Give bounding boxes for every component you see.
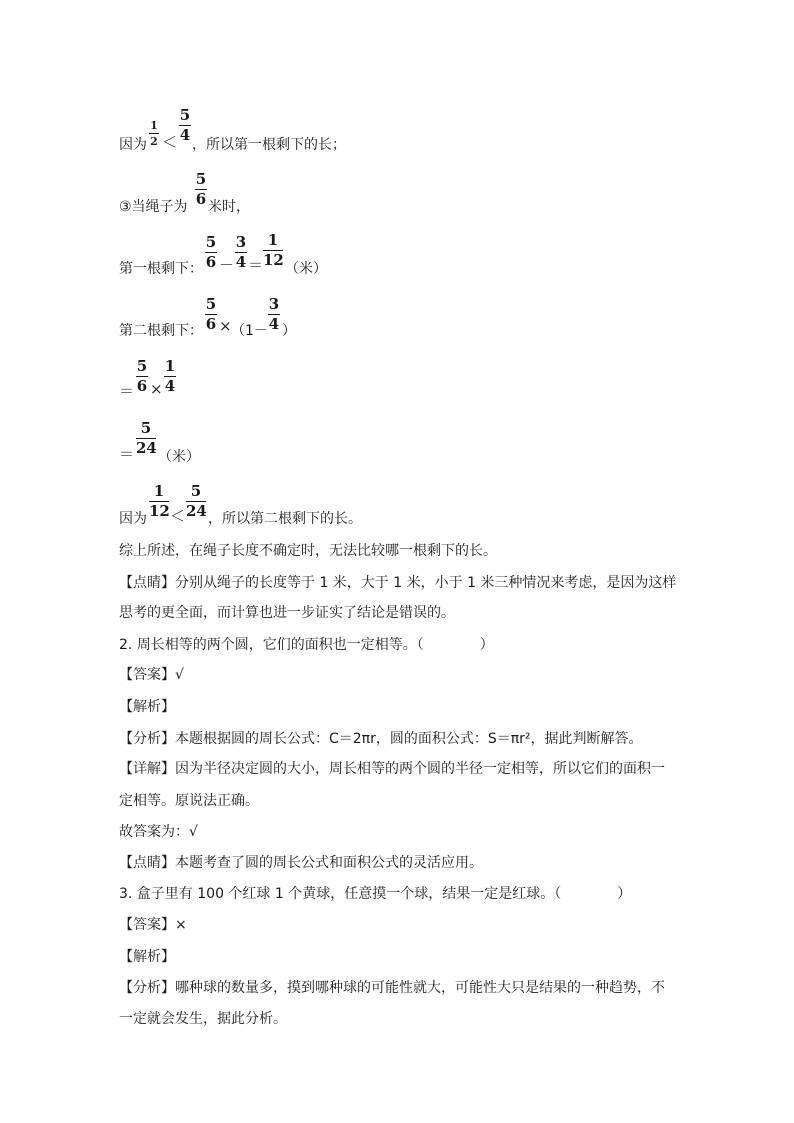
fraction-1-12: 1 12 [149,482,170,520]
question-2: 2. 周长相等的两个圆，它们的面积也一定相等。（ ） [119,637,494,653]
text-prefix: 因为 [119,511,147,527]
label: 第一根剩下： [119,261,203,277]
fraction-5-24: 5 24 [136,419,157,457]
fraction-3-4: 3 4 [235,233,247,271]
unit: （米） [285,261,327,277]
detail-line: 【详解】因为半径决定圆的大小，周长相等的两个圆的半径一定相等，所以它们的面积一 [119,761,665,777]
analysis-heading: 【解析】 [119,949,175,965]
text-suffix: ，所以第二根剩下的长。 [208,511,362,527]
final-answer-line: 故答案为：√ [119,824,198,840]
analysis-line-cont: 一定就会发生，据此分析。 [119,1011,287,1027]
unit: （米） [158,449,200,465]
open-paren: （1－ [231,323,268,339]
fraction-1-4: 1 4 [164,357,176,395]
minus-symbol: － [219,256,235,274]
answer-line: 【答案】× [119,917,187,933]
text-suffix: 米时， [208,199,250,215]
fraction-5-6: 5 6 [136,357,148,395]
fraction-5-6: 5 6 [205,295,217,333]
summary-line: 综上所述，在绳子长度不确定时，无法比较哪一根剩下的长。 [119,543,497,559]
less-than-symbol: ＜ [170,507,186,525]
text-prefix: 因为 [119,137,147,153]
less-than-symbol: ＜ [162,133,178,151]
comment-line-cont: 思考的更全面，而计算也进一步证实了结论是错误的。 [119,605,455,621]
fraction-1-12: 1 12 [263,231,284,269]
fraction-3-4: 3 4 [268,295,280,333]
text-prefix: ③当绳子为 [119,199,188,215]
times-symbol: × [219,317,232,335]
equals-symbol: ＝ [119,382,135,400]
fraction-1-2: 1 2 [150,119,158,148]
analysis-line: 【分析】本题根据圆的周长公式：C＝2πr，圆的面积公式：S＝πr²，据此判断解答。 [119,731,643,747]
detail-line-cont: 定相等。原说法正确。 [119,793,259,809]
fraction-5-6: 5 6 [205,233,217,271]
label: 第二根剩下： [119,323,203,339]
answer-line: 【答案】√ [119,667,184,683]
analysis-heading: 【解析】 [119,699,175,715]
close-paren: ） [282,323,296,339]
fraction-5-24: 5 24 [186,482,207,520]
question-3: 3. 盒子里有 100 个红球 1 个黄球，任意摸一个球，结果一定是红球。（ ） [119,886,632,902]
text-suffix: ，所以第一根剩下的长； [192,137,346,153]
analysis-line: 【分析】哪种球的数量多，摸到哪种球的可能性就大，可能性大只是结果的一种趋势，不 [119,980,665,996]
equals-symbol: ＝ [119,445,135,463]
equals-symbol: ＝ [248,256,264,274]
comment-line: 【点睛】分别从绳子的长度等于 1 米，大于 1 米，小于 1 米三种情况来考虑，是因为这样 [119,575,677,591]
fraction-5-6: 5 6 [195,170,207,208]
comment-line: 【点睛】本题考查了圆的周长公式和面积公式的灵活应用。 [119,855,483,871]
fraction-5-4: 5 4 [179,106,191,144]
times-symbol: × [150,380,163,398]
